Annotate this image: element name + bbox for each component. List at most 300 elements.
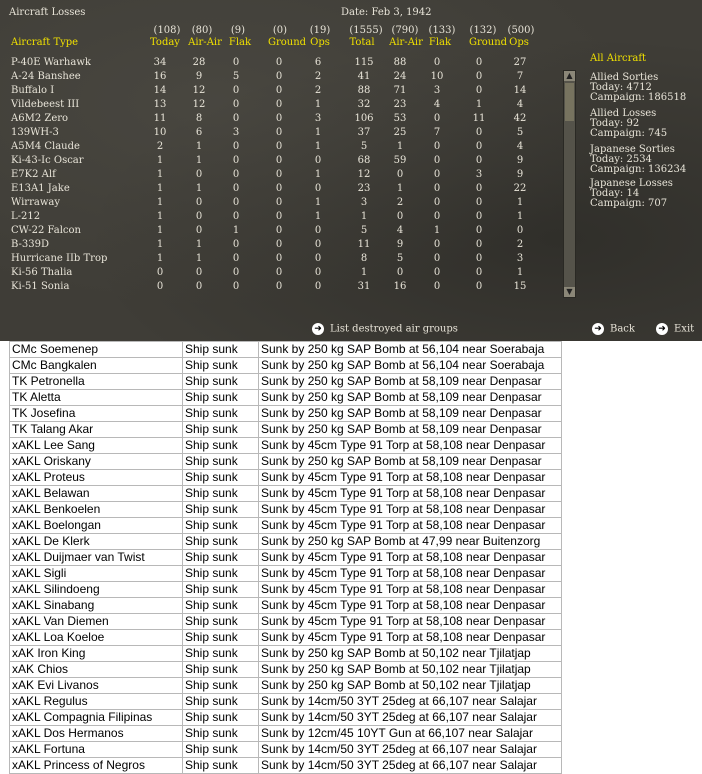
- ship-name[interactable]: xAKL Silindoeng: [10, 582, 183, 598]
- table-row[interactable]: [10, 390, 562, 406]
- aircraft-stat: 0: [314, 183, 322, 194]
- table-row[interactable]: [10, 550, 562, 566]
- aircraft-stat: 9: [516, 169, 524, 180]
- aircraft-stat: 0: [475, 253, 483, 264]
- aircraft-stat: 0: [475, 85, 483, 96]
- total-today: (108): [153, 25, 181, 36]
- aircraft-row[interactable]: [0, 85, 560, 99]
- ship-status[interactable]: Ship sunk: [183, 582, 259, 598]
- japanese-sorties-campaign: Campaign: 136234: [590, 164, 687, 175]
- aircraft-stat: 1: [314, 211, 322, 222]
- aircraft-stat: 0: [275, 197, 283, 208]
- scroll-thumb[interactable]: [565, 83, 574, 121]
- aircraft-stat: 13: [153, 99, 167, 110]
- aircraft-row[interactable]: [0, 239, 560, 253]
- ship-name[interactable]: xAKL Fortuna: [10, 742, 183, 758]
- aircraft-stat: 12: [192, 99, 206, 110]
- aircraft-stat: 0: [314, 225, 322, 236]
- aircraft-stat: 0: [232, 183, 240, 194]
- aircraft-name: Vildebeest III: [11, 99, 80, 110]
- aircraft-stat: 0: [275, 127, 283, 138]
- ship-name[interactable]: TK Talang Akar: [10, 422, 183, 438]
- ship-status[interactable]: Ship sunk: [183, 550, 259, 566]
- aircraft-name: E13A1 Jake: [11, 183, 70, 194]
- total-campaign-ops: (500): [507, 25, 535, 36]
- aircraft-stat: 1: [195, 141, 203, 152]
- allied-losses-campaign: Campaign: 745: [590, 128, 668, 139]
- aircraft-stat: 71: [393, 85, 407, 96]
- list-destroyed-air-groups-button[interactable]: [312, 323, 458, 335]
- aircraft-row[interactable]: [0, 253, 560, 267]
- aircraft-stat: 0: [232, 113, 240, 124]
- aircraft-stat: 16: [393, 281, 407, 292]
- ship-cause[interactable]: Sunk by 250 kg SAP Bomb at 56,104 near Soerabaja: [259, 358, 562, 374]
- ship-cause[interactable]: Sunk by 45cm Type 91 Torp at 58,108 near Denpasar: [259, 566, 562, 582]
- ship-cause[interactable]: Sunk by 45cm Type 91 Torp at 58,108 near Denpasar: [259, 614, 562, 630]
- aircraft-stat: 0: [433, 253, 441, 264]
- aircraft-stat: 2: [314, 71, 322, 82]
- ship-cause[interactable]: Sunk by 250 kg SAP Bomb at 56,104 near Soerabaja: [259, 342, 562, 358]
- aircraft-stat: 14: [153, 85, 167, 96]
- aircraft-stat: 0: [275, 225, 283, 236]
- japanese-losses-campaign: Campaign: 707: [590, 198, 668, 209]
- back-button[interactable]: [592, 323, 635, 335]
- aircraft-stat: 0: [433, 155, 441, 166]
- ship-name[interactable]: xAK Evi Livanos: [10, 678, 183, 694]
- ship-name[interactable]: xAKL Dos Hermanos: [10, 726, 183, 742]
- aircraft-stat: 0: [195, 197, 203, 208]
- aircraft-stat: 1: [156, 225, 164, 236]
- ship-name[interactable]: xAKL Belawan: [10, 486, 183, 502]
- ship-name[interactable]: xAKL Lee Sang: [10, 438, 183, 454]
- aircraft-stat: 0: [475, 267, 483, 278]
- aircraft-stat: 0: [275, 281, 283, 292]
- aircraft-stat: 0: [156, 281, 164, 292]
- aircraft-stat: 88: [393, 57, 407, 68]
- ship-status[interactable]: Ship sunk: [183, 422, 259, 438]
- table-row[interactable]: [10, 438, 562, 454]
- aircraft-stat: 0: [232, 281, 240, 292]
- japanese-losses-heading: Japanese Losses: [590, 178, 673, 189]
- aircraft-stat: 1: [314, 141, 322, 152]
- aircraft-row[interactable]: [0, 71, 560, 85]
- table-row[interactable]: [10, 758, 562, 774]
- aircraft-stat: 0: [475, 225, 483, 236]
- ship-status[interactable]: Ship sunk: [183, 390, 259, 406]
- aircraft-stat: 0: [275, 113, 283, 124]
- aircraft-stat: 1: [232, 225, 240, 236]
- aircraft-row[interactable]: [0, 57, 560, 71]
- header-today[interactable]: Today: [150, 37, 180, 48]
- scroll-down-arrow-icon[interactable]: ▼: [564, 287, 575, 297]
- ship-name[interactable]: xAKL Sinabang: [10, 598, 183, 614]
- aircraft-row[interactable]: [0, 225, 560, 239]
- ship-cause[interactable]: Sunk by 14cm/50 3YT 25deg at 66,107 near Salajar: [259, 710, 562, 726]
- table-row[interactable]: [10, 646, 562, 662]
- ship-status[interactable]: Ship sunk: [183, 470, 259, 486]
- aircraft-stat: 1: [195, 155, 203, 166]
- ship-name[interactable]: xAKL Regulus: [10, 694, 183, 710]
- aircraft-stat: 0: [156, 267, 164, 278]
- table-row[interactable]: [10, 598, 562, 614]
- aircraft-stat: 1: [314, 197, 322, 208]
- aircraft-name: E7K2 Alf: [11, 169, 56, 180]
- aircraft-stat: 41: [357, 71, 371, 82]
- ship-name[interactable]: TK Josefina: [10, 406, 183, 422]
- aircraft-name: L-212: [11, 211, 41, 222]
- aircraft-stat: 0: [314, 281, 322, 292]
- ship-cause[interactable]: Sunk by 45cm Type 91 Torp at 58,108 near Denpasar: [259, 438, 562, 454]
- aircraft-stat: 7: [433, 127, 441, 138]
- aircraft-stat: 0: [475, 239, 483, 250]
- aircraft-stat: 59: [393, 155, 407, 166]
- aircraft-stat: 11: [357, 239, 371, 250]
- ship-cause[interactable]: Sunk by 45cm Type 91 Torp at 58,108 near Denpasar: [259, 502, 562, 518]
- ship-name[interactable]: xAK Chios: [10, 662, 183, 678]
- aircraft-stat: 0: [433, 141, 441, 152]
- aircraft-stat: 0: [275, 57, 283, 68]
- aircraft-stat: 31: [357, 281, 371, 292]
- aircraft-name: Hurricane IIb Trop: [11, 253, 108, 264]
- aircraft-stat: 0: [275, 211, 283, 222]
- ship-name[interactable]: xAKL Duijmaer van Twist: [10, 550, 183, 566]
- ship-name[interactable]: xAKL De Klerk: [10, 534, 183, 550]
- aircraft-stat: 0: [232, 99, 240, 110]
- ship-cause[interactable]: Sunk by 250 kg SAP Bomb at 50,102 near Tjilatjap: [259, 646, 562, 662]
- aircraft-stat: 1: [156, 239, 164, 250]
- aircraft-stat: 0: [475, 71, 483, 82]
- aircraft-stat: 3: [360, 197, 368, 208]
- table-row[interactable]: [10, 454, 562, 470]
- aircraft-stat: 8: [195, 113, 203, 124]
- table-row[interactable]: [10, 742, 562, 758]
- table-row[interactable]: [10, 374, 562, 390]
- ship-cause[interactable]: Sunk by 250 kg SAP Bomb at 47,99 near Buitenzorg: [259, 534, 562, 550]
- aircraft-stat: 3: [433, 85, 441, 96]
- table-row[interactable]: [10, 358, 562, 374]
- ship-cause[interactable]: Sunk by 250 kg SAP Bomb at 58,109 near Denpasar: [259, 422, 562, 438]
- aircraft-stat: 16: [153, 71, 167, 82]
- table-row[interactable]: [10, 710, 562, 726]
- ship-status[interactable]: Ship sunk: [183, 342, 259, 358]
- ship-cause[interactable]: Sunk by 45cm Type 91 Torp at 58,108 near Denpasar: [259, 470, 562, 486]
- header-campaign-air-air[interactable]: Air-Air: [389, 37, 423, 48]
- aircraft-stat: 5: [516, 127, 524, 138]
- ship-name[interactable]: xAKL Compagnia Filipinas: [10, 710, 183, 726]
- aircraft-stat: 6: [314, 57, 322, 68]
- ship-status[interactable]: Ship sunk: [183, 598, 259, 614]
- arrow-right-icon: ➜: [312, 323, 324, 335]
- aircraft-stat: 0: [396, 267, 404, 278]
- aircraft-stat: 0: [314, 239, 322, 250]
- aircraft-stat: 0: [433, 239, 441, 250]
- aircraft-row[interactable]: [0, 99, 560, 113]
- aircraft-name: Ki-43-Ic Oscar: [11, 155, 84, 166]
- aircraft-stat: 1: [396, 141, 404, 152]
- aircraft-stat: 0: [232, 267, 240, 278]
- aircraft-stat: 0: [475, 183, 483, 194]
- aircraft-stat: 88: [357, 85, 371, 96]
- header-flak[interactable]: Flak: [228, 37, 252, 48]
- ship-status[interactable]: Ship sunk: [183, 358, 259, 374]
- ship-name[interactable]: xAKL Princess of Negros: [10, 758, 183, 774]
- aircraft-stat: 0: [433, 197, 441, 208]
- table-row[interactable]: [10, 614, 562, 630]
- ship-status[interactable]: Ship sunk: [183, 374, 259, 390]
- table-row[interactable]: [10, 406, 562, 422]
- ship-name[interactable]: TK Petronella: [10, 374, 183, 390]
- aircraft-row[interactable]: [0, 197, 560, 211]
- aircraft-stat: 1: [360, 267, 368, 278]
- aircraft-stat: 42: [513, 113, 527, 124]
- ship-name[interactable]: xAKL Proteus: [10, 470, 183, 486]
- total-campaign-ground: (132): [469, 25, 497, 36]
- header-campaign-ops[interactable]: Ops: [509, 37, 529, 48]
- aircraft-stat: 27: [513, 57, 527, 68]
- aircraft-stat: 9: [516, 155, 524, 166]
- aircraft-stat: 9: [195, 71, 203, 82]
- header-ops[interactable]: Ops: [310, 37, 330, 48]
- table-row[interactable]: [10, 630, 562, 646]
- aircraft-stat: 15: [513, 281, 527, 292]
- total-campaign-flak: (133): [428, 25, 456, 36]
- aircraft-stat: 11: [153, 113, 167, 124]
- ship-cause[interactable]: Sunk by 45cm Type 91 Torp at 58,108 near Denpasar: [259, 486, 562, 502]
- ship-cause[interactable]: Sunk by 45cm Type 91 Torp at 58,108 near Denpasar: [259, 598, 562, 614]
- allied-losses-today: Today: 92: [590, 118, 640, 129]
- aircraft-stat: 9: [396, 239, 404, 250]
- ship-cause[interactable]: Sunk by 250 kg SAP Bomb at 58,109 near Denpasar: [259, 406, 562, 422]
- aircraft-stat: 0: [396, 211, 404, 222]
- aircraft-stat: 0: [475, 281, 483, 292]
- aircraft-stat: 3: [314, 113, 322, 124]
- panel-date: Date: Feb 3, 1942: [341, 7, 432, 18]
- aircraft-stat: 0: [275, 169, 283, 180]
- ship-name[interactable]: CMc Bangkalen: [10, 358, 183, 374]
- table-row[interactable]: [10, 678, 562, 694]
- ship-status[interactable]: Ship sunk: [183, 710, 259, 726]
- aircraft-stat: 0: [232, 141, 240, 152]
- ship-name[interactable]: CMc Soemenep: [10, 342, 183, 358]
- aircraft-row[interactable]: [0, 113, 560, 127]
- ship-name[interactable]: xAKL Benkoelen: [10, 502, 183, 518]
- aircraft-stat: 0: [275, 99, 283, 110]
- aircraft-stat: 3: [232, 127, 240, 138]
- ship-status[interactable]: Ship sunk: [183, 678, 259, 694]
- ship-cause[interactable]: Sunk by 14cm/50 3YT 25deg at 66,107 near Salajar: [259, 758, 562, 774]
- aircraft-stat: 53: [393, 113, 407, 124]
- aircraft-stat: 0: [195, 169, 203, 180]
- aircraft-stat: 0: [475, 211, 483, 222]
- ship-cause[interactable]: Sunk by 45cm Type 91 Torp at 58,108 near Denpasar: [259, 582, 562, 598]
- aircraft-stat: 0: [433, 169, 441, 180]
- ship-cause[interactable]: Sunk by 250 kg SAP Bomb at 58,109 near Denpasar: [259, 454, 562, 470]
- japanese-losses-today: Today: 14: [590, 188, 640, 199]
- header-air-air[interactable]: Air-Air: [188, 37, 222, 48]
- ship-cause[interactable]: Sunk by 14cm/50 3YT 25deg at 66,107 near Salajar: [259, 694, 562, 710]
- ship-name[interactable]: xAKL Boelongan: [10, 518, 183, 534]
- panel-title: Aircraft Losses: [9, 7, 86, 18]
- ship-status[interactable]: Ship sunk: [183, 694, 259, 710]
- header-aircraft-type[interactable]: Aircraft Type: [11, 37, 79, 48]
- japanese-sorties-today: Today: 2534: [590, 154, 652, 165]
- aircraft-row[interactable]: [0, 141, 560, 155]
- aircraft-list-scrollbar[interactable]: [563, 70, 576, 298]
- table-row[interactable]: [10, 470, 562, 486]
- back-label: Back: [610, 323, 635, 335]
- ships-sunk-table: [9, 341, 562, 774]
- ship-cause[interactable]: Sunk by 14cm/50 3YT 25deg at 66,107 near Salajar: [259, 742, 562, 758]
- aircraft-stat: 0: [475, 155, 483, 166]
- aircraft-stat: 68: [357, 155, 371, 166]
- aircraft-stat: 0: [275, 253, 283, 264]
- ship-status[interactable]: Ship sunk: [183, 646, 259, 662]
- ship-status[interactable]: Ship sunk: [183, 662, 259, 678]
- table-row[interactable]: [10, 662, 562, 678]
- aircraft-stat: 1: [314, 169, 322, 180]
- aircraft-stat: 1: [156, 253, 164, 264]
- total-today-flak: (9): [230, 25, 246, 36]
- aircraft-stat: 0: [232, 253, 240, 264]
- aircraft-stat: 0: [232, 57, 240, 68]
- aircraft-stat: 1: [516, 267, 524, 278]
- table-row[interactable]: [10, 726, 562, 742]
- aircraft-stat: 5: [360, 141, 368, 152]
- aircraft-stat: 1: [516, 211, 524, 222]
- ship-name[interactable]: xAKL Sigli: [10, 566, 183, 582]
- aircraft-stat: 23: [393, 99, 407, 110]
- aircraft-stat: 0: [433, 267, 441, 278]
- ship-cause[interactable]: Sunk by 250 kg SAP Bomb at 50,102 near Tjilatjap: [259, 678, 562, 694]
- aircraft-stat: 1: [195, 239, 203, 250]
- ship-name[interactable]: xAKL Oriskany: [10, 454, 183, 470]
- aircraft-stat: 0: [195, 211, 203, 222]
- ship-name[interactable]: xAK Iron King: [10, 646, 183, 662]
- arrow-right-icon: ➜: [592, 323, 604, 335]
- ship-name[interactable]: xAKL Loa Koeloe: [10, 630, 183, 646]
- header-ground[interactable]: Ground: [268, 37, 307, 48]
- ship-cause[interactable]: Sunk by 45cm Type 91 Torp at 58,108 near Denpasar: [259, 518, 562, 534]
- aircraft-row[interactable]: [0, 169, 560, 183]
- aircraft-stat: 5: [360, 225, 368, 236]
- aircraft-stat: 2: [516, 239, 524, 250]
- aircraft-stat: 28: [192, 57, 206, 68]
- table-row[interactable]: [10, 486, 562, 502]
- ship-status[interactable]: Ship sunk: [183, 518, 259, 534]
- aircraft-stat: 0: [232, 85, 240, 96]
- ship-cause[interactable]: Sunk by 250 kg SAP Bomb at 58,109 near Denpasar: [259, 390, 562, 406]
- table-row[interactable]: [10, 566, 562, 582]
- aircraft-stat: 0: [433, 113, 441, 124]
- ship-status[interactable]: Ship sunk: [183, 454, 259, 470]
- ship-cause[interactable]: Sunk by 45cm Type 91 Torp at 58,108 near Denpasar: [259, 630, 562, 646]
- aircraft-stat: 1: [156, 183, 164, 194]
- table-row[interactable]: [10, 534, 562, 550]
- ship-status[interactable]: Ship sunk: [183, 502, 259, 518]
- aircraft-stat: 1: [156, 155, 164, 166]
- aircraft-row[interactable]: [0, 281, 560, 295]
- total-today-air-air: (80): [191, 25, 213, 36]
- ship-name[interactable]: xAKL Van Diemen: [10, 614, 183, 630]
- aircraft-stat: 32: [357, 99, 371, 110]
- aircraft-stat: 22: [513, 183, 527, 194]
- aircraft-row[interactable]: [0, 127, 560, 141]
- aircraft-stat: 0: [475, 127, 483, 138]
- aircraft-stat: 1: [396, 183, 404, 194]
- table-row[interactable]: [10, 518, 562, 534]
- sidebar-title[interactable]: All Aircraft: [590, 53, 647, 64]
- aircraft-stat: 0: [433, 183, 441, 194]
- ship-status[interactable]: Ship sunk: [183, 742, 259, 758]
- aircraft-name: A5M4 Claude: [11, 141, 80, 152]
- ship-status[interactable]: Ship sunk: [183, 486, 259, 502]
- aircraft-stat: 0: [275, 85, 283, 96]
- ship-status[interactable]: Ship sunk: [183, 758, 259, 774]
- aircraft-name: Buffalo I: [11, 85, 55, 96]
- ship-name[interactable]: TK Aletta: [10, 390, 183, 406]
- aircraft-stat: 12: [192, 85, 206, 96]
- ship-cause[interactable]: Sunk by 45cm Type 91 Torp at 58,108 near Denpasar: [259, 550, 562, 566]
- ship-status[interactable]: Ship sunk: [183, 566, 259, 582]
- aircraft-stat: 0: [433, 57, 441, 68]
- aircraft-stat: 4: [433, 99, 441, 110]
- aircraft-stat: 0: [275, 155, 283, 166]
- aircraft-name: Wirraway: [11, 197, 60, 208]
- aircraft-stat: 8: [360, 253, 368, 264]
- aircraft-row[interactable]: [0, 155, 560, 169]
- header-campaign-ground[interactable]: Ground: [469, 37, 508, 48]
- header-total[interactable]: Total: [349, 37, 375, 48]
- aircraft-stat: 1: [156, 169, 164, 180]
- allied-sorties-heading: Allied Sorties: [590, 72, 659, 83]
- aircraft-stat: 2: [314, 85, 322, 96]
- aircraft-stat: 1: [314, 127, 322, 138]
- table-row[interactable]: [10, 422, 562, 438]
- aircraft-row[interactable]: [0, 211, 560, 225]
- aircraft-row[interactable]: [0, 267, 560, 281]
- aircraft-stat: 3: [475, 169, 483, 180]
- aircraft-name: CW-22 Falcon: [11, 225, 81, 236]
- aircraft-stat: 25: [393, 127, 407, 138]
- aircraft-stat: 0: [195, 281, 203, 292]
- ship-status[interactable]: Ship sunk: [183, 406, 259, 422]
- aircraft-stat: 1: [314, 99, 322, 110]
- aircraft-stat: 0: [475, 141, 483, 152]
- aircraft-name: Ki-51 Sonia: [11, 281, 70, 292]
- aircraft-stat: 4: [516, 99, 524, 110]
- ship-status[interactable]: Ship sunk: [183, 534, 259, 550]
- table-row[interactable]: [10, 582, 562, 598]
- aircraft-name: A6M2 Zero: [11, 113, 69, 124]
- ship-cause[interactable]: Sunk by 12cm/45 10YT Gun at 66,107 near Salajar: [259, 726, 562, 742]
- table-row[interactable]: [10, 694, 562, 710]
- ship-status[interactable]: Ship sunk: [183, 438, 259, 454]
- table-row[interactable]: [10, 502, 562, 518]
- allied-sorties-campaign: Campaign: 186518: [590, 92, 687, 103]
- ship-cause[interactable]: Sunk by 250 kg SAP Bomb at 50,102 near Tjilatjap: [259, 662, 562, 678]
- header-campaign-flak[interactable]: Flak: [428, 37, 452, 48]
- aircraft-row[interactable]: [0, 183, 560, 197]
- ship-cause[interactable]: Sunk by 250 kg SAP Bomb at 58,109 near Denpasar: [259, 374, 562, 390]
- aircraft-stat: 0: [275, 183, 283, 194]
- aircraft-stat: 10: [153, 127, 167, 138]
- ship-status[interactable]: Ship sunk: [183, 726, 259, 742]
- table-row[interactable]: [10, 342, 562, 358]
- ship-status[interactable]: Ship sunk: [183, 614, 259, 630]
- exit-button[interactable]: [656, 323, 694, 335]
- ship-status[interactable]: Ship sunk: [183, 630, 259, 646]
- scroll-up-arrow-icon[interactable]: ▲: [564, 71, 575, 81]
